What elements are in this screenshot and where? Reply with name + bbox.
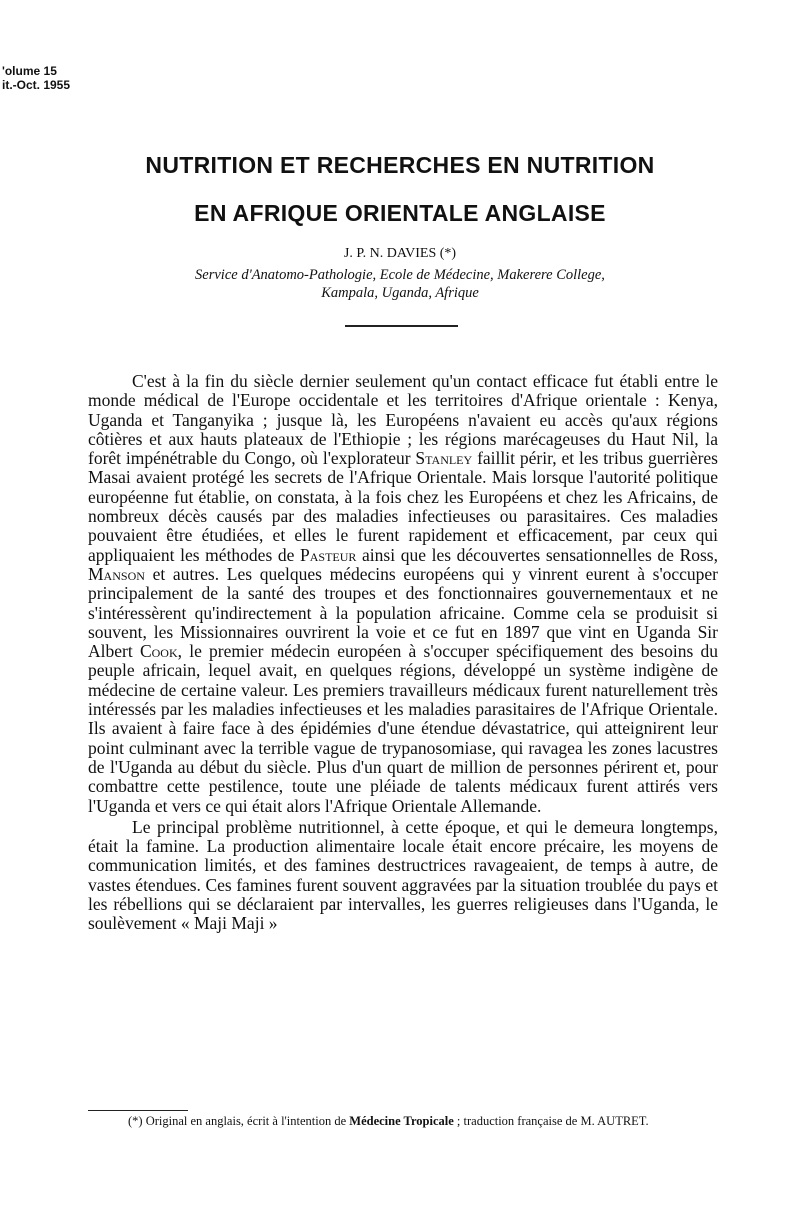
text-run: ainsi que les découvertes sensationnelles de	[356, 544, 680, 565]
name-stanley: Stanley	[415, 448, 473, 469]
article-body	[88, 372, 718, 934]
text-run: ,	[713, 544, 718, 565]
article-title-line2: EN AFRIQUE ORIENTALE ANGLAISE	[194, 200, 606, 226]
name-cook: Cook	[139, 641, 178, 662]
affiliation-line2: Kampala, Uganda, Afrique	[321, 285, 479, 301]
paragraph-1	[88, 372, 718, 816]
title-divider	[345, 325, 458, 327]
footnote-rule	[88, 1110, 188, 1111]
name-manson: Manson	[88, 563, 145, 584]
text-run: faillit périr, et les tribus guerrières Masai avaient protégé les secrets de l'Afrique Orientale. Mais lorsque l'autorité politique européenne fut établie, on constata, à la fois chez les Européens et chez les Africains, de nombreux décès causés par des maladies infectieuses ou parasitaires. Ces maladies pouvaient être étudiées, et elles le furent rapidement et efficacement, par ceux qui appliquaient les méthodes de	[88, 448, 718, 565]
text-run: , le premier médecin européen à s'occuper spécifiquement des besoins du peuple africain, lequel avait, en quelques régions, développé un système indigène de médecine de certaine valeur. Les premiers travailleurs médicaux furent naturellement très intéressés par les maladies infectieuses et les maladies parasitaires de l'Afrique Orientale. Ils avaient à faire face à des épidémies d'une étendue dévastatrice, qui atteignirent leur point culminant avec la terrible vague de trypanosomiase, qui ravagea les zones lacustres de l'Uganda au début du siècle. Plus d'un quart de million de personnes périrent et, pour combattre cette pestilence, toute une pléiade de talents médicaux furent attirés vers l'Uganda et vers ce qui était alors l'Afrique Orientale Allemande.	[88, 641, 718, 816]
author: J. P. N. DAVIES (*)	[343, 246, 457, 261]
footnote-text: ; traduction française de M. AUTRET.	[453, 1114, 649, 1128]
text-run: et autres. Les quelques médecins européens qui y vinrent eurent à s'occuper principalement de la santé des troupes et des fonctionnaires gouvernementaux et ne s'intéressèrent qu'indirectement à la population africaine. Comme cela se produisit si souvent, les Missionnaires ouvrirent la voie et ce fut en 1897 que vint en Uganda Sir Albert	[88, 563, 718, 662]
volume-label: 'olume 15	[2, 64, 57, 78]
issue-date: it.-Oct. 1955	[2, 78, 71, 92]
journal-header	[2, 64, 70, 92]
article-title-line1: NUTRITION ET RECHERCHES EN NUTRITION	[145, 152, 655, 178]
paragraph-2: Le principal problème nutritionnel, à cette époque, et qui le demeura longtemps, était la famine. La production alimentaire locale était encore précaire, les moyens de communication limités, et des famines destructrices ravageaient, de temps à autre, de vastes étendues. Ces famines furent souvent aggravées par la situation troublée du pays et les rébellions qui se déclaraient par intervalles, les guerres religieuses dans l'Uganda, le soulèvement « Maji Maji »	[88, 816, 718, 934]
affiliation	[120, 266, 680, 302]
affiliation-line1: Service d'Anatomo-Pathologie, Ecole de Médecine, Makerere College,	[195, 267, 605, 283]
name-ross: Ross	[679, 544, 714, 565]
name-pasteur: Pasteur	[300, 544, 357, 565]
text-run: C'est à la fin du siècle dernier seulement qu'un contact efficace fut établi entre le monde médical de l'Europe occidentale et les territoires d'Afrique orientale : Kenya, Uganda et Tanganyika ; jusque là, les Européens n'avaient eu accès qu'aux régions côtières et aux hauts plateaux de l'Ethiopie ; les régions marécageuses du Haut Nil, la forêt impénétrable du Congo, où l'explorateur	[88, 371, 718, 469]
journal-name: Médecine Tropicale	[349, 1114, 454, 1128]
footnote-text: (*) Original en anglais, écrit à l'intention de	[128, 1114, 350, 1128]
footnote	[88, 1114, 718, 1129]
